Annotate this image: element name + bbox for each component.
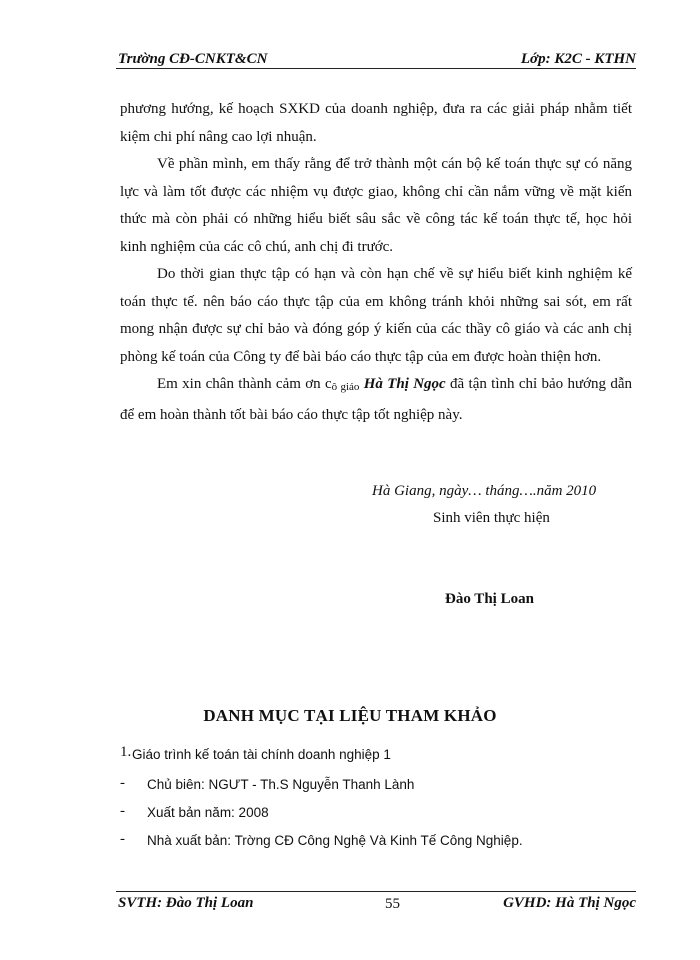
footer-advisor: GVHD: Hà Thị Ngọc — [503, 895, 636, 911]
body-text — [120, 96, 632, 429]
reference-detail-text: Xuất bản năm: 2008 — [147, 805, 269, 820]
place-date: Hà Giang, ngày… tháng….năm 2010 — [372, 483, 597, 499]
paragraph-3: Do thời gian thực tập có hạn và còn hạn chế về sự hiểu biết kinh nghiệm kế toán thực tế. nên báo cáo thực tập của em không tránh khỏi những sai sót, em rất mong nhận được sự chỉ bảo và đóng góp ý kiến của các thầy cô giáo và các anh chị phòng kế toán của Công ty để bài báo cáo thực tập của em được hoàn thiện hơn. — [120, 266, 632, 365]
dash-bullet: - — [120, 831, 125, 847]
signature-label: Sinh viên thực hiện — [433, 510, 550, 526]
header-school: Trường CĐ-CNKT&CN — [118, 51, 268, 67]
footer-divider — [116, 891, 636, 892]
reference-number: 1. — [120, 744, 132, 760]
page-header — [118, 45, 636, 67]
footer-student: SVTH: Đào Thị Loan — [118, 895, 254, 911]
header-divider — [116, 68, 636, 69]
dash-bullet: - — [120, 803, 125, 819]
page-footer — [118, 895, 636, 917]
reference-detail-text: Chủ biên: NGƯT - Th.S Nguyễn Thanh Lành — [147, 777, 415, 792]
signer-name: Đào Thị Loan — [445, 591, 534, 607]
reference-detail-text: Nhà xuất bản: Trờng CĐ Công Nghệ Và Kinh Tế Công Nghiệp. — [147, 833, 523, 848]
teacher-name: Hà Thị Ngọc — [363, 376, 446, 392]
paragraph-4-end: đã tận tình chỉ bảo hướng dẫn để em hoàn thành tốt bài báo cáo thực tập tốt nghiệp này. — [120, 376, 632, 423]
header-class: Lớp: K2C - KTHN — [520, 51, 636, 67]
paragraph-1: phương hướng, kế hoạch SXKD của doanh nghiệp, đưa ra các giải pháp nhằm tiết kiệm chi phí nâng cao lợi nhuận. — [120, 101, 632, 145]
reference-title: Giáo trình kế toán tài chính doanh nghiệp 1 — [132, 747, 391, 762]
references-title: DANH MỤC TẠI LIỆU THAM KHẢO — [203, 706, 497, 725]
paragraph-4 — [120, 371, 632, 429]
paragraph-4-start: Em xin chân thành cảm ơn c — [157, 376, 332, 392]
paragraph-2: Về phần mình, em thấy rằng để trở thành một cán bộ kế toán thực sự có năng lực và làm tốt được các nhiệm vụ được giao, không chỉ cần nắm vững về mặt kiến thức mà còn phải có những hiểu biết sâu sắc về công tác kế toán thực tế, học hỏi kinh nghiệm của các cô chú, anh chị đi trước. — [120, 156, 632, 255]
page-number: 55 — [385, 896, 400, 912]
paragraph-4-small-text: ô giáo — [331, 381, 360, 393]
dash-bullet: - — [120, 775, 125, 791]
